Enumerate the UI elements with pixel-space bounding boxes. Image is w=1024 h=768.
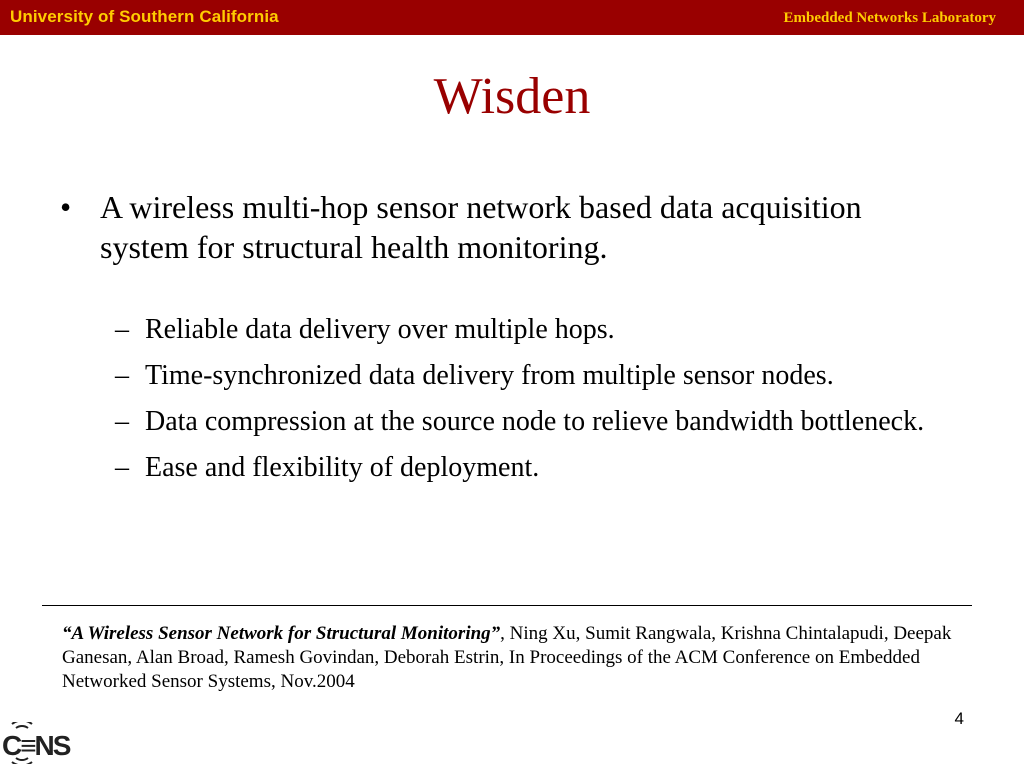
citation-details: , Ning Xu, Sumit Rangwala, Krishna Chintalapudi, Deepak Ganesan, Alan Broad, Ramesh Govindan, Deborah Estrin, In Proceedings of the ACM Conference on Embedded Networked Sensor Systems, Nov.2004 (62, 623, 952, 692)
sub-bullet-text: Ease and flexibility of deployment. (145, 452, 540, 483)
sub-bullet (115, 358, 965, 393)
institution-name: University of Southern California (10, 7, 279, 26)
cens-logo-text: C≡NS (2, 730, 70, 761)
sub-bullet (115, 312, 965, 347)
citation-title: “A Wireless Sensor Network for Structural Monitoring” (62, 623, 501, 644)
sub-bullet (115, 404, 965, 439)
bullet-marker: • (60, 189, 72, 225)
cens-logo (2, 722, 72, 764)
sub-bullet-text: Time-synchronized data delivery from multiple sensor nodes. (145, 360, 834, 391)
citation (62, 622, 952, 694)
sub-bullet-marker: – (115, 452, 129, 483)
main-bullet-text: A wireless multi-hop sensor network based data acquisition system for structural health monitoring. (100, 189, 862, 265)
main-bullet-list (58, 187, 958, 267)
header-bar (0, 0, 1024, 35)
sub-bullet-marker: – (115, 360, 129, 391)
page-number: 4 (954, 709, 964, 728)
sub-bullet-text: Data compression at the source node to relieve bandwidth bottleneck. (145, 406, 925, 437)
lab-name: Embedded Networks Laboratory (783, 10, 996, 26)
sub-bullet (115, 450, 965, 485)
sub-bullet-marker: – (115, 406, 129, 437)
sub-bullet-text: Reliable data delivery over multiple hops. (145, 314, 615, 345)
sub-bullet-list (115, 312, 965, 496)
citation-divider (42, 605, 972, 606)
main-bullet (58, 187, 958, 267)
sub-bullet-marker: – (115, 314, 129, 345)
slide-title: Wisden (433, 68, 591, 125)
